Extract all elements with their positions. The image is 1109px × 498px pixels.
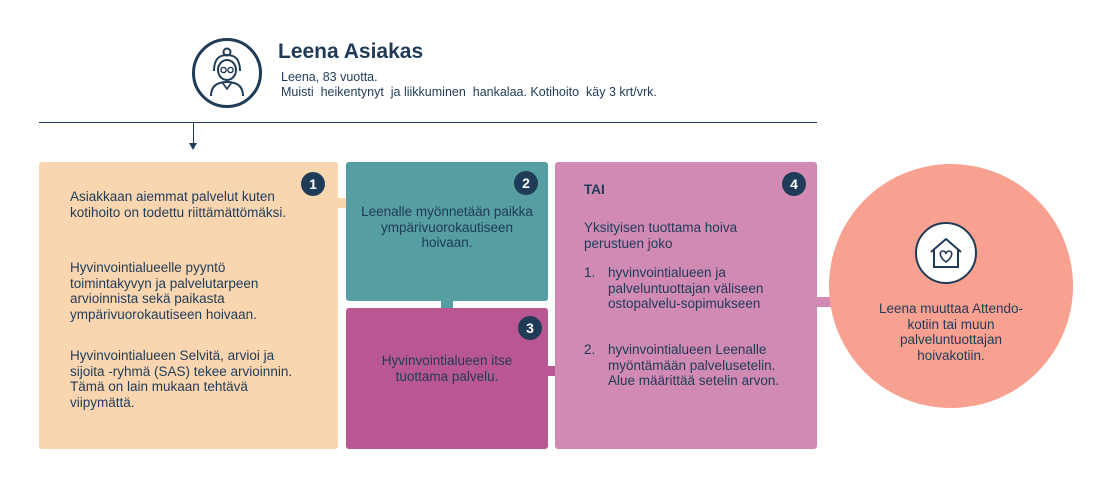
home-heart-icon (915, 222, 977, 284)
step-1-text-2: Hyvinvointialueelle pyyntö toimintakyvyn ja palvelutarpeen arvioinnista sekä paikasta ympärivuorokautiseen hoivaan. (70, 260, 259, 322)
step-3-text: Hyvinvointialueen itse tuottama palvelu. (381, 353, 513, 384)
step-4-heading: TAI (584, 182, 605, 197)
step-3-number: 3 (518, 316, 542, 340)
step-4-intro: Yksityisen tuottama hoiva perustuen joko (584, 220, 738, 251)
person-description (281, 70, 657, 100)
person-name: Leena Asiakas (278, 40, 424, 63)
step-2-box (346, 162, 548, 301)
result-circle (829, 164, 1073, 408)
step-3-box (346, 308, 548, 449)
step-1-number: 1 (301, 172, 325, 196)
step-1-text-3: Hyvinvointialueen Selvitä, arvioi ja sijoita -ryhmä (SAS) tekee arvioinnin. Tämä on lain mukaan tehtävä viipymättä. (70, 348, 293, 410)
down-arrowhead (189, 143, 197, 150)
step-4-item-1: hyvinvointialueen ja palveluntuottajan väliseen ostopalvelu-sopimukseen (608, 265, 764, 311)
step-4-number: 4 (782, 172, 806, 196)
step-2-text: Leenalle myönnetään paikka ympärivuorokautiseen hoivaan. (361, 204, 533, 250)
step-4-item-2-number: 2. (584, 342, 596, 357)
person-condition: Muisti heikentynyt ja liikkuminen hankalaa. Kotihoito käy 3 krt/vrk. (281, 85, 657, 99)
step-4-item-2: hyvinvointialueen Leenalle myöntämään palvelusetelin. Alue määrittää setelin arvon. (608, 342, 780, 388)
step-1-box (39, 162, 338, 449)
elderly-woman-icon (192, 38, 262, 108)
result-text: Leena muuttaa Attendo-kotiin tai muun palveluntuottajan hoivakotiin. (878, 301, 1024, 363)
header-divider (39, 122, 817, 123)
step-2-number: 2 (514, 171, 538, 195)
step-4-box (555, 162, 817, 449)
step-4-item-1-number: 1. (584, 265, 596, 280)
step-1-text-1: Asiakkaan aiemmat palvelut kuten kotihoito on todettu riittämättömäksi. (70, 189, 287, 220)
person-age: Leena, 83 vuotta. (281, 70, 378, 84)
